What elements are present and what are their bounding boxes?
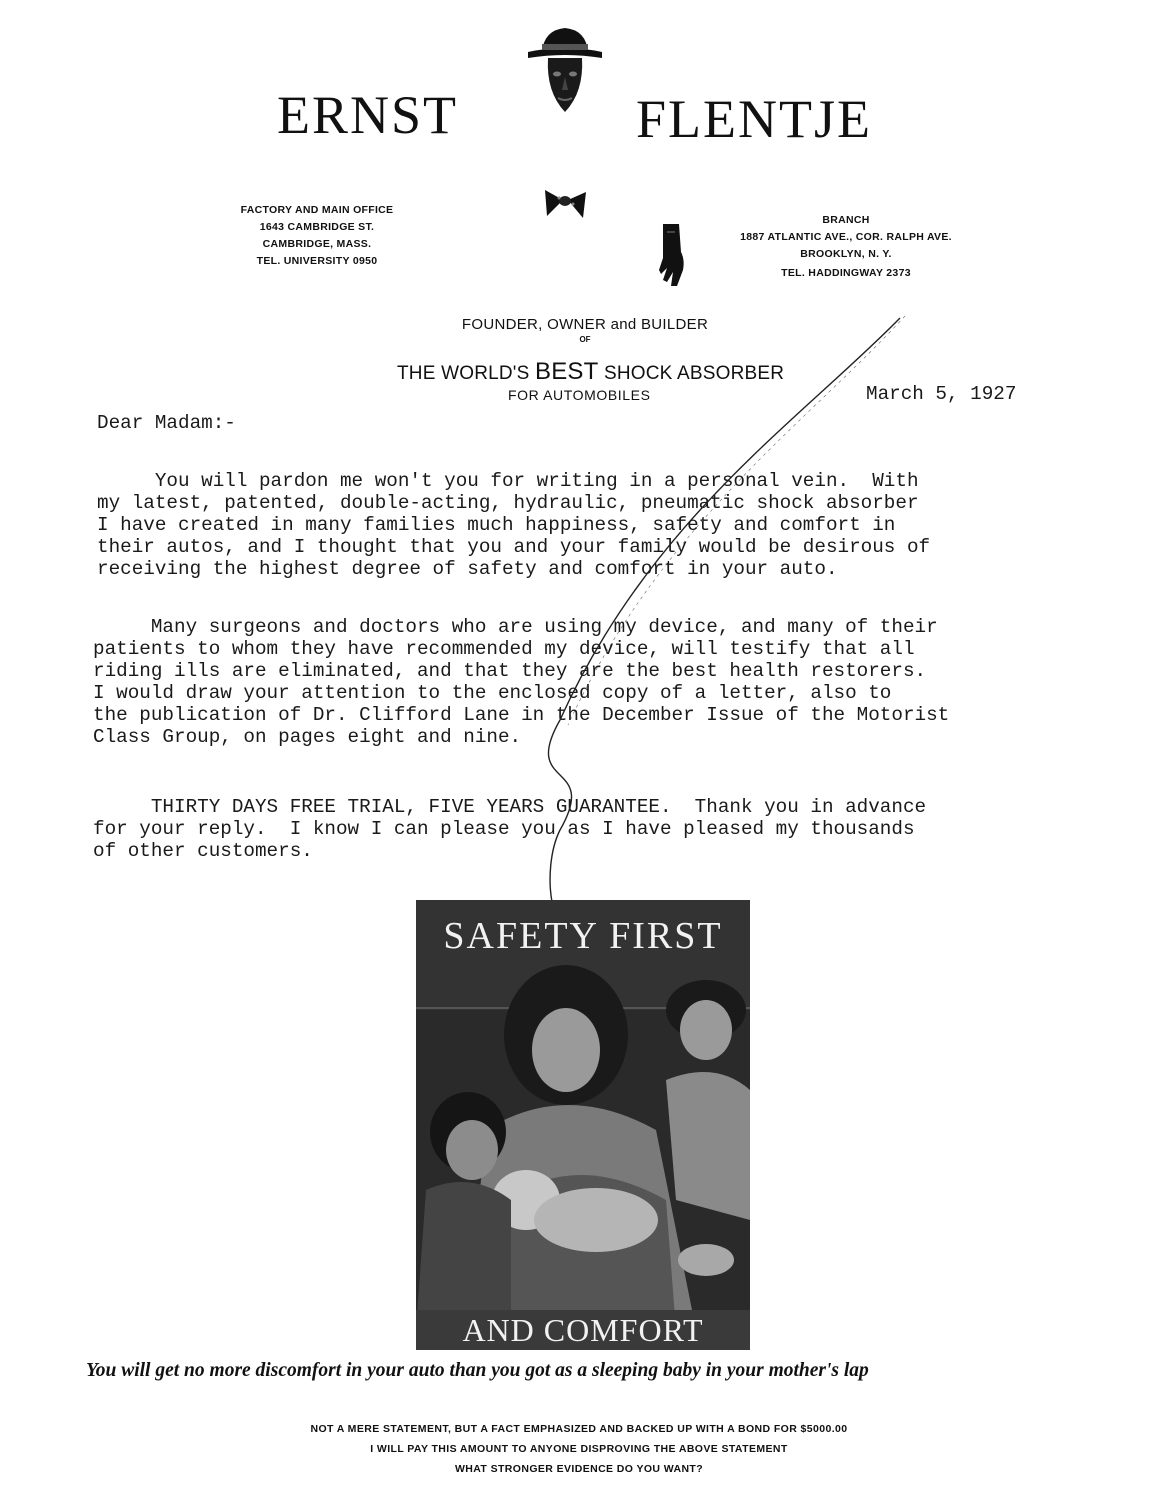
footer-line-1: NOT A MERE STATEMENT, BUT A FACT EMPHASIZED AND BACKED UP WITH A BOND FOR $5000.00 [310,1423,848,1435]
text-line: I have created in many families much happiness, safety and comfort in [97,514,896,536]
text-line: the publication of Dr. Clifford Lane in the December Issue of the Motorist [93,704,950,726]
product-post: SHOCK ABSORBER [603,363,785,384]
text-line: riding ills are eliminated, and that they are the best health restorers. [93,660,927,682]
footer-line-3: WHAT STRONGER EVIDENCE DO YOU WANT? [454,1463,704,1475]
slogan: You will get no more discomfort in your auto than you got as a sleeping baby in your mother's lap [86,1360,869,1381]
poster-bottom-text: AND COMFORT [462,1312,704,1348]
main-office-line: CAMBRIDGE, MASS. [262,238,372,250]
branch-line: BROOKLYN, N. Y. [800,248,892,260]
text-line: for your reply. I know I can please you as I have pleased my thousands [93,818,915,840]
letterhead-name-last: FLENTJE [636,89,872,149]
text-line: patients to whom they have recommended my device, will testify that all [93,638,915,660]
text-line: Many surgeons and doctors who are using my device, and many of their [93,616,938,638]
product-best: BEST [535,358,599,385]
text-line: receiving the highest degree of safety and comfort in your auto. [97,558,838,580]
branch-line: 1887 ATLANTIC AVE., COR. RALPH AVE. [740,231,952,243]
salutation: Dear Madam:- [97,412,236,434]
main-office-line: 1643 CAMBRIDGE ST. [259,221,375,233]
safety-first-poster [416,900,750,1350]
founder-of: OF [579,335,591,344]
main-office-line: FACTORY AND MAIN OFFICE [240,204,394,216]
text-line: my latest, patented, double-acting, hydraulic, pneumatic shock absorber [97,492,919,514]
branch-line: BRANCH [822,214,870,226]
text-line: of other customers. [93,840,313,862]
text-line: I would draw your attention to the enclosed copy of a letter, also to [93,682,892,704]
main-office-line: TEL. UNIVERSITY 0950 [256,255,378,267]
letter-date: March 5, 1927 [866,383,1017,405]
product-pre: THE WORLD'S [397,363,530,384]
founder-line: FOUNDER, OWNER and BUILDER [461,316,709,333]
text-line: Class Group, on pages eight and nine. [93,726,522,748]
product-for: FOR AUTOMOBILES [508,387,651,403]
text-line: their autos, and I thought that you and your family would be desirous of [97,536,931,558]
text-line: You will pardon me won't you for writing in a personal vein. With [97,470,919,492]
text-line: THIRTY DAYS FREE TRIAL, FIVE YEARS GUARANTEE. Thank you in advance [93,796,927,818]
mother-baby-illustration [416,900,750,1350]
letterhead-name-first: ERNST [277,85,459,145]
poster-top-text: SAFETY FIRST [443,915,723,957]
branch-line: TEL. HADDINGWAY 2373 [781,267,911,279]
footer-line-2: I WILL PAY THIS AMOUNT TO ANYONE DISPROVING THE ABOVE STATEMENT [370,1443,788,1455]
